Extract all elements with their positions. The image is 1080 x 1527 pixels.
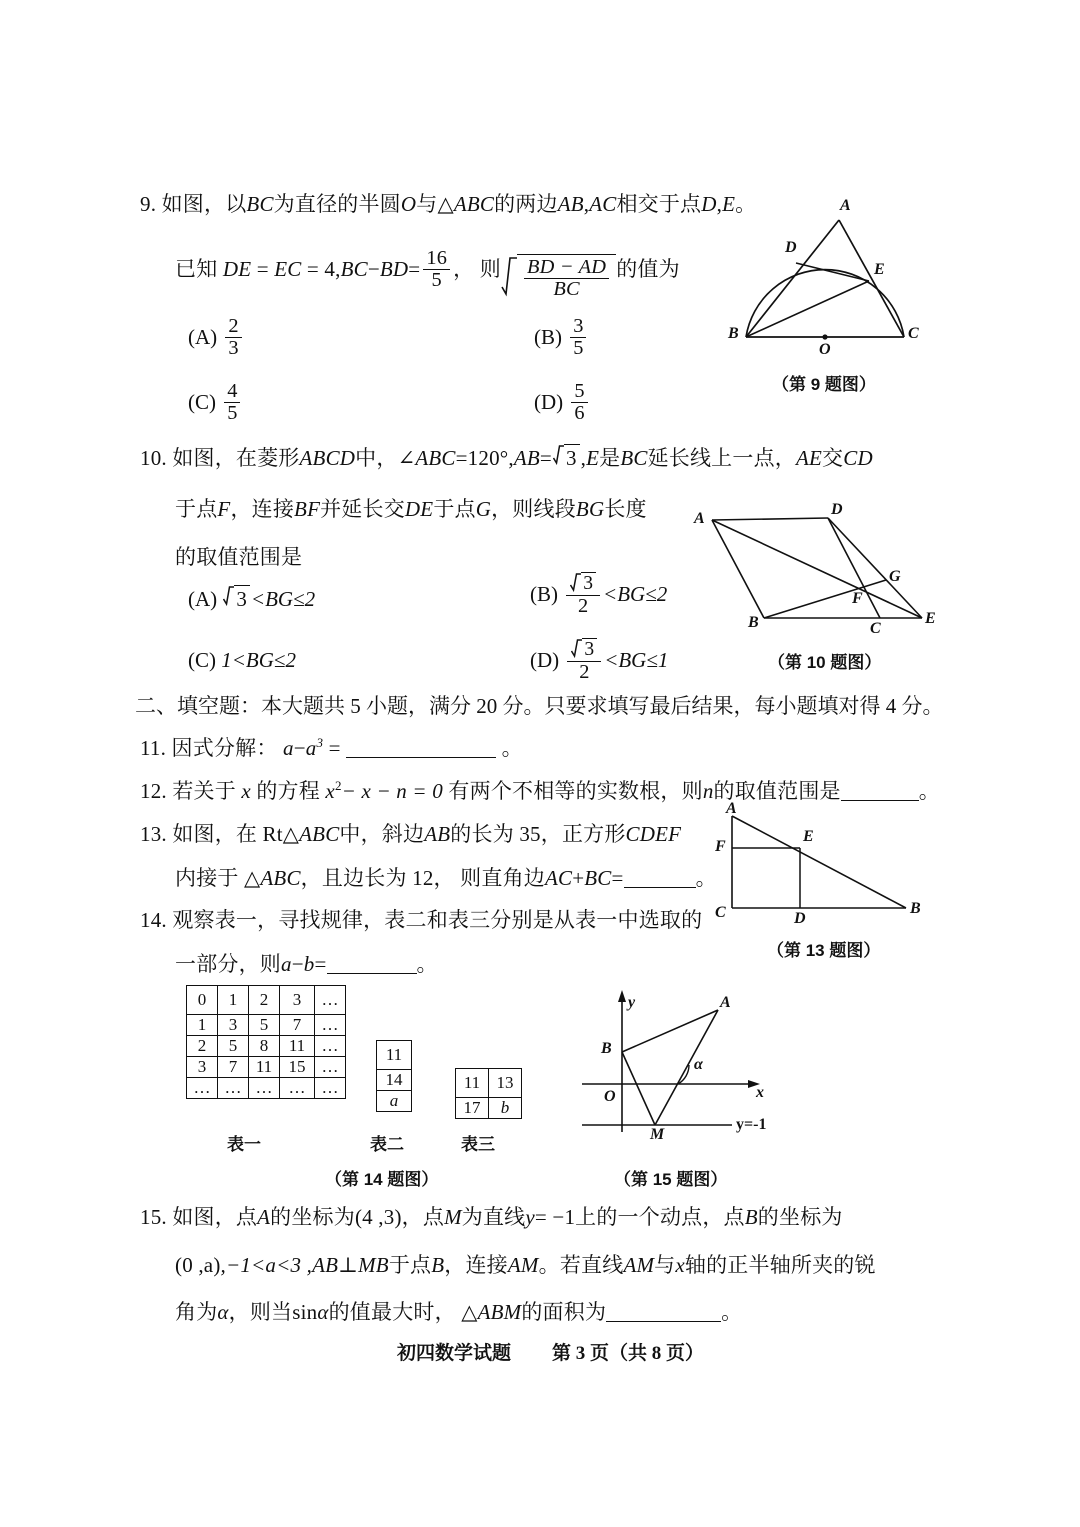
q10-option-c-expr: 1<BG≤2 (221, 648, 296, 672)
t1-r1-c4: … (315, 1015, 346, 1036)
q11-prefix: 因式分解： (171, 736, 278, 760)
q10-l2-e: ，则线段 (491, 497, 576, 521)
q14-suffix: 。 (416, 952, 438, 976)
table-row (187, 1036, 346, 1057)
q10-l2-d: 于点 (433, 497, 476, 521)
q9-comma-1: , (583, 192, 590, 216)
q9-radicand-num: BD − AD (526, 256, 607, 279)
q15-coord-a: (4 ,3) (354, 1205, 402, 1229)
q10-option-a[interactable] (188, 585, 315, 612)
q10-ae: AE (795, 446, 823, 470)
q10-point-e: E (586, 446, 600, 470)
q9-option-d-num: 5 (574, 380, 585, 402)
radical-tick-icon (223, 585, 234, 612)
q13-ac: AC (544, 866, 573, 890)
q9-option-a-den: 3 (225, 337, 241, 359)
table-two (376, 1040, 412, 1112)
q10-opt-d-num: 3 (567, 638, 601, 661)
q9-option-b-num: 3 (573, 315, 584, 337)
q9-option-d-value (571, 381, 587, 425)
table-row (377, 1041, 412, 1070)
q15-l3-d: 的面积为 (521, 1300, 607, 1324)
q10-label-D: D (831, 501, 843, 518)
question-9-figure (706, 195, 946, 360)
q10-number: 10. (140, 446, 167, 470)
q15-am-2: AM (623, 1253, 655, 1277)
q9-bd: BD (379, 256, 409, 281)
t1-r3-c0: 3 (187, 1057, 218, 1078)
q10-point-f: F (217, 497, 231, 521)
q12-p3: 有两个不相等的实数根，则 (448, 779, 703, 803)
question-15-line-1 (140, 1205, 843, 1230)
q10-option-c-key: (C) (188, 648, 216, 672)
q9-option-b-key: (B) (534, 324, 562, 349)
q9-then: ， 则 (453, 256, 501, 281)
q13-plus: + (572, 866, 585, 890)
t2-r2-c0: a (377, 1091, 412, 1112)
q9-known: 已知 (175, 256, 218, 281)
q14-eq: = (314, 952, 327, 976)
q10-t-a: 如图，在菱形 (172, 446, 300, 470)
q9-text-f: 。 (735, 192, 757, 216)
q12-number: 12. (140, 779, 167, 803)
q9-option-b-value (570, 316, 586, 360)
t3-r1-c0: 17 (456, 1098, 489, 1119)
q9-option-c[interactable] (188, 381, 243, 425)
q9-eq-2: = 4 (306, 256, 336, 281)
t1-r2-c3: 11 (280, 1036, 315, 1057)
q10-option-b-key: (B) (530, 581, 558, 606)
q11-expr-a: a (282, 736, 294, 760)
q9-bc-2: BC (340, 256, 368, 281)
q10-sqrt-3 (553, 444, 580, 471)
q9-de: DE (222, 256, 252, 281)
q15-perp: ⊥ (338, 1253, 359, 1277)
q12-p4: 的取值范围是 (713, 779, 841, 803)
q9-option-d-key: (D) (534, 389, 564, 414)
q15-l2-e: 与 (654, 1253, 676, 1277)
q15-l3-a: 角为 (175, 1300, 218, 1324)
q15-label-A-text: A (257, 1205, 271, 1229)
q13-label-E: E (803, 828, 814, 845)
q15-y-var: y (525, 1205, 535, 1229)
question-15-line-3 (175, 1300, 742, 1325)
q10-label-G: G (889, 568, 901, 585)
q9-minus: − (367, 256, 380, 281)
table-one-body (187, 986, 346, 1099)
t1-r2-c2: 8 (249, 1036, 280, 1057)
t1-r2-c4: … (315, 1036, 346, 1057)
q13-label-F: F (715, 838, 726, 855)
footer-subject: 初四数学试题 (397, 1343, 512, 1364)
q9-option-c-num: 4 (227, 380, 238, 402)
q13-label-A: A (726, 800, 737, 817)
q13-number: 13. (140, 822, 167, 846)
q10-option-a-expr: <BG≤2 (250, 587, 316, 611)
q9-text-d: 的两边 (494, 192, 558, 216)
q13-ab: AB (424, 822, 451, 846)
q15-am: AM (507, 1253, 539, 1277)
q10-option-d[interactable] (530, 638, 668, 683)
q9-option-c-key: (C) (188, 389, 216, 414)
q15-sin: sin (292, 1300, 318, 1324)
q9-point-e: E (722, 192, 736, 216)
q9-option-a-value (225, 316, 241, 360)
q15-number: 15. (140, 1205, 167, 1229)
q10-opt-a-sqrt (223, 585, 250, 612)
q13-l1-a: 如图，在 Rt△ (172, 822, 300, 846)
q10-abcd: ABCD (299, 446, 356, 470)
q9-text-e: 相交于点 (616, 192, 702, 216)
q10-t-d: 是 (599, 446, 621, 470)
radical-tick-icon (553, 444, 564, 471)
t1-r4-c0: … (187, 1078, 218, 1099)
q12-p2: 的方程 (256, 779, 320, 803)
q15-label-A: A (720, 994, 731, 1011)
q9-option-d-den: 6 (571, 402, 587, 424)
q10-de: DE (404, 497, 434, 521)
q9-figure-caption: （第 9 题图） (772, 375, 876, 394)
t1-r3-c4: … (315, 1057, 346, 1078)
q9-o: O (400, 192, 417, 216)
question-10-line-1 (140, 444, 873, 471)
q10-figure-caption: （第 10 题图） (768, 653, 882, 672)
q15-label-B-text: B (744, 1205, 758, 1229)
q10-option-b[interactable] (530, 572, 667, 617)
q15-l1-b: 的坐标为 (270, 1205, 355, 1229)
q10-angle-sym: ∠ (397, 446, 416, 470)
q15-label-B: B (601, 1040, 612, 1057)
q15-abm: ABM (477, 1300, 522, 1324)
q10-bf: BF (294, 497, 321, 521)
question-11 (140, 735, 523, 761)
t1-r3-c2: 11 (249, 1057, 280, 1078)
q15-l1-e: 上的一个动点，点 (575, 1205, 745, 1229)
table-two-body (377, 1041, 412, 1112)
q9-frac-num: 16 (426, 247, 448, 269)
t1-r0-c2: 2 (249, 986, 280, 1015)
q9-option-c-value (224, 381, 240, 425)
q10-opt-a-sqrt-val: 3 (234, 585, 250, 612)
q14-var-b: b (303, 952, 315, 976)
q13-label-D: D (794, 910, 806, 927)
q10-option-d-expr: <BG≤1 (604, 647, 669, 672)
q15-axis-y-label: y (628, 994, 636, 1011)
t1-r1-c3: 7 (280, 1015, 315, 1036)
q15-x-axis: x (675, 1253, 685, 1277)
q9-eq-3: = (408, 256, 421, 281)
t3-r0-c1: 13 (489, 1069, 522, 1098)
t1-r1-c0: 1 (187, 1015, 218, 1036)
q10-t-f: 交 (822, 446, 844, 470)
t1-r4-c1: … (218, 1078, 249, 1099)
q13-l1-b: 中，斜边 (339, 822, 425, 846)
q15-answer-blank[interactable] (606, 1321, 721, 1322)
q15-l3-suffix: 。 (721, 1300, 743, 1324)
radical-tick-icon (501, 254, 517, 301)
q9-sqrt-expression (501, 254, 616, 301)
q9-frac-den: 5 (423, 269, 450, 291)
q15-l2-f: 轴的正半轴所夹的锐 (684, 1253, 876, 1277)
t1-r4-c3: … (280, 1078, 315, 1099)
q11-number: 11. (140, 736, 167, 760)
table-three-body (456, 1069, 522, 1119)
q10-option-c[interactable] (188, 648, 296, 673)
q9-label-B: B (728, 325, 739, 342)
q15-l1-f: 的坐标为 (757, 1205, 843, 1229)
q15-alpha-2: α (317, 1300, 329, 1324)
question-13-line-1 (140, 822, 681, 847)
q15-l2-b: 于点 (388, 1253, 432, 1277)
question-9-line-2 (175, 248, 680, 301)
table-one-label: 表一 (227, 1135, 261, 1154)
q13-suffix: 。 (695, 866, 717, 890)
question-10-line-3: 的取值范围是 (175, 545, 303, 569)
t1-r0-c1: 1 (218, 986, 249, 1015)
q15-l2-c: ，连接 (444, 1253, 508, 1277)
q12-eqn-sup: 2 (334, 778, 342, 793)
q14-answer-blank[interactable] (327, 973, 417, 974)
question-10-figure (680, 500, 950, 640)
q14-l2-a: 一部分，则 (175, 952, 281, 976)
q9-option-a[interactable] (188, 316, 245, 360)
q9-radicand-den: BC (524, 278, 609, 300)
q11-equals: = (328, 736, 341, 760)
q9-tail: 的值为 (616, 256, 680, 281)
q10-t-c: =120° (455, 446, 509, 470)
q14-number: 14. (140, 908, 167, 932)
q9-radicand-fraction (524, 257, 609, 301)
question-15-figure (560, 980, 860, 1150)
q13-cdef: CDEF (625, 822, 682, 846)
q12-p1: 若关于 (172, 779, 236, 803)
q10-abc: ABC (415, 446, 456, 470)
q15-range: ,−1<a<3 , (220, 1253, 313, 1277)
q10-label-A: A (694, 510, 705, 527)
q10-opt-b-den: 2 (566, 595, 600, 617)
question-13-figure (710, 800, 945, 925)
q11-suffix: 。 (501, 736, 523, 760)
q10-label-F: F (852, 590, 863, 607)
q10-opt-b-num: 3 (566, 572, 600, 595)
t1-r0-c4: … (315, 986, 346, 1015)
q15-ab: AB (312, 1253, 339, 1277)
q12-eqn-rest: − x − n = 0 (341, 779, 443, 803)
q9-label-O: O (819, 341, 831, 358)
q9-sqrt-body (517, 254, 616, 301)
q9-label-C: C (908, 325, 919, 342)
q10-sqrt-3-value: 3 (564, 444, 580, 471)
table-three (455, 1068, 522, 1119)
table-two-label: 表二 (370, 1135, 404, 1154)
q10-label-B: B (748, 614, 759, 631)
q15-line-label: y=-1 (736, 1116, 767, 1133)
q15-figure-caption: （第 15 题图） (614, 1170, 728, 1189)
q11-expr-minus: − (293, 736, 306, 760)
q11-expr-a3: a (305, 736, 317, 760)
section-2-heading: 二、填空题：本大题共 5 小题，满分 20 分。只要求填写最后结果，每小题填对得 4 分。 (135, 694, 944, 718)
table-row (377, 1091, 412, 1112)
q15-mb: MB (358, 1253, 389, 1277)
q15-l2-d: 。若直线 (538, 1253, 624, 1277)
q13-l1-c: 的长为 35，正方形 (450, 822, 626, 846)
q15-point-B2: B (431, 1253, 445, 1277)
q10-l2-a: 于点 (175, 497, 218, 521)
q10-label-C: C (870, 620, 881, 637)
q15-alpha-1: α (217, 1300, 229, 1324)
q15-label-M: M (650, 1126, 665, 1143)
t1-r0-c0: 0 (187, 986, 218, 1015)
q15-label-M-text: M (444, 1205, 462, 1229)
q15-l1-a: 如图，点 (172, 1205, 258, 1229)
q9-label-E: E (874, 261, 885, 278)
table-one (186, 985, 346, 1099)
t1-r2-c1: 5 (218, 1036, 249, 1057)
q15-y-eq: = −1 (534, 1205, 576, 1229)
q14-minus: − (291, 952, 304, 976)
q10-opt-d-fraction (567, 638, 601, 683)
q12-n: n (702, 779, 714, 803)
q10-ab: AB (513, 446, 540, 470)
q9-number: 9. (140, 192, 157, 216)
q9-option-a-num: 2 (228, 315, 239, 337)
table-row (456, 1098, 522, 1119)
q15-angle-alpha: α (694, 1056, 703, 1073)
table-row (187, 1015, 346, 1036)
q14-l1: 观察表一，寻找规律，表二和表三分别是从表一中选取的 (172, 908, 703, 932)
q10-l2-b: ，连接 (230, 497, 295, 521)
q13-abc: ABC (299, 822, 340, 846)
q9-option-c-den: 5 (224, 402, 240, 424)
t1-r2-c0: 2 (187, 1036, 218, 1057)
q15-l1-d: 为直线 (461, 1205, 526, 1229)
q13-label-C: C (715, 904, 726, 921)
q9-ab: AB (557, 192, 584, 216)
q9-comma-2: , (716, 192, 723, 216)
q10-t-b: 中， (355, 446, 398, 470)
q13-figure-caption: （第 13 题图） (767, 941, 881, 960)
q12-x: x (241, 779, 251, 803)
table-row (187, 986, 346, 1015)
q13-eq: = (611, 866, 624, 890)
q10-bg: BG (575, 497, 605, 521)
q12-suffix: 。 (918, 779, 940, 803)
q11-answer-blank[interactable] (346, 757, 496, 758)
q13-label-B: B (910, 900, 921, 917)
q13-bc: BC (584, 866, 612, 890)
q10-l2-c: 并延长交 (320, 497, 405, 521)
q10-option-d-key: (D) (530, 647, 560, 672)
question-14-line-2 (175, 952, 438, 977)
q9-bc: BC (246, 192, 274, 216)
question-13-line-2 (175, 866, 717, 891)
q9-ac: AC (589, 192, 617, 216)
t1-r3-c1: 7 (218, 1057, 249, 1078)
q9-text-b: 为直径的半圆 (273, 192, 401, 216)
q11-expr-sup: 3 (316, 735, 324, 750)
q12-eqn: x (325, 779, 335, 803)
q10-t-e: 延长线上一点， (647, 446, 796, 470)
q9-option-b-den: 5 (570, 337, 586, 359)
q9-fraction-16-5 (423, 248, 450, 292)
q9-eq-1: = (256, 256, 269, 281)
q9-text-c: 与△ (416, 192, 454, 216)
q9-text-a: 如图，以 (161, 192, 247, 216)
footer-page-number: 第 3 页（共 8 页） (552, 1343, 705, 1364)
t2-r0-c0: 11 (377, 1041, 412, 1070)
t1-r1-c2: 5 (249, 1015, 280, 1036)
q9-ec: EC (274, 256, 302, 281)
t1-r1-c1: 3 (218, 1015, 249, 1036)
q9-label-D: D (785, 239, 797, 256)
table-three-label: 表三 (461, 1135, 495, 1154)
q13-l2-a: 内接于 △ (175, 866, 261, 890)
q10-bc: BC (620, 446, 648, 470)
q13-l2-b: ，且边长为 12， 则直角边 (300, 866, 545, 890)
q10-label-E: E (925, 610, 936, 627)
question-14-line-1 (140, 908, 702, 933)
table-row (456, 1069, 522, 1098)
q14-figure-caption: （第 14 题图） (325, 1170, 439, 1189)
q15-l3-c: 的值最大时， △ (328, 1300, 478, 1324)
q9-abc: ABC (453, 192, 495, 216)
q10-opt-b-fraction (566, 572, 600, 617)
q10-point-g: G (475, 497, 492, 521)
question-9-line-1 (140, 192, 756, 217)
question-15-line-2 (175, 1253, 876, 1278)
q9-option-b[interactable] (534, 316, 589, 360)
table-row (187, 1078, 346, 1099)
q13-abc-2: ABC (260, 866, 301, 890)
q15-axis-x-label: x (756, 1084, 764, 1101)
q15-coord-b: (0 ,a) (175, 1253, 221, 1277)
t1-r3-c3: 15 (280, 1057, 315, 1078)
q10-comma-2: , (580, 446, 587, 470)
q10-comma-1: , (508, 446, 514, 470)
q10-option-b-expr: <BG≤2 (603, 581, 668, 606)
table-row (187, 1057, 346, 1078)
t1-r0-c3: 3 (280, 986, 315, 1015)
q9-label-A: A (840, 197, 851, 214)
q10-option-a-key: (A) (188, 587, 218, 611)
q10-l2-f: 长度 (604, 497, 647, 521)
q9-comma-3: , (335, 256, 341, 281)
t2-r1-c0: 14 (377, 1070, 412, 1091)
q15-l1-c: ，点 (401, 1205, 445, 1229)
q14-var-a: a (281, 952, 292, 976)
q9-option-a-key: (A) (188, 324, 218, 349)
question-10-line-2 (175, 497, 647, 522)
table-row (377, 1070, 412, 1091)
t1-r4-c4: … (315, 1078, 346, 1099)
q10-opt-d-den: 2 (567, 661, 601, 683)
t3-r1-c1: b (489, 1098, 522, 1119)
t1-r4-c2: … (249, 1078, 280, 1099)
q9-option-d[interactable] (534, 381, 591, 425)
t3-r0-c0: 11 (456, 1069, 489, 1098)
q10-cd: CD (843, 446, 873, 470)
q13-answer-blank[interactable] (624, 887, 696, 888)
q15-l3-b: ，则当 (228, 1300, 293, 1324)
q15-origin-label: O (604, 1088, 616, 1105)
q9-point-d: D (701, 192, 717, 216)
q10-eq: = (539, 446, 552, 470)
